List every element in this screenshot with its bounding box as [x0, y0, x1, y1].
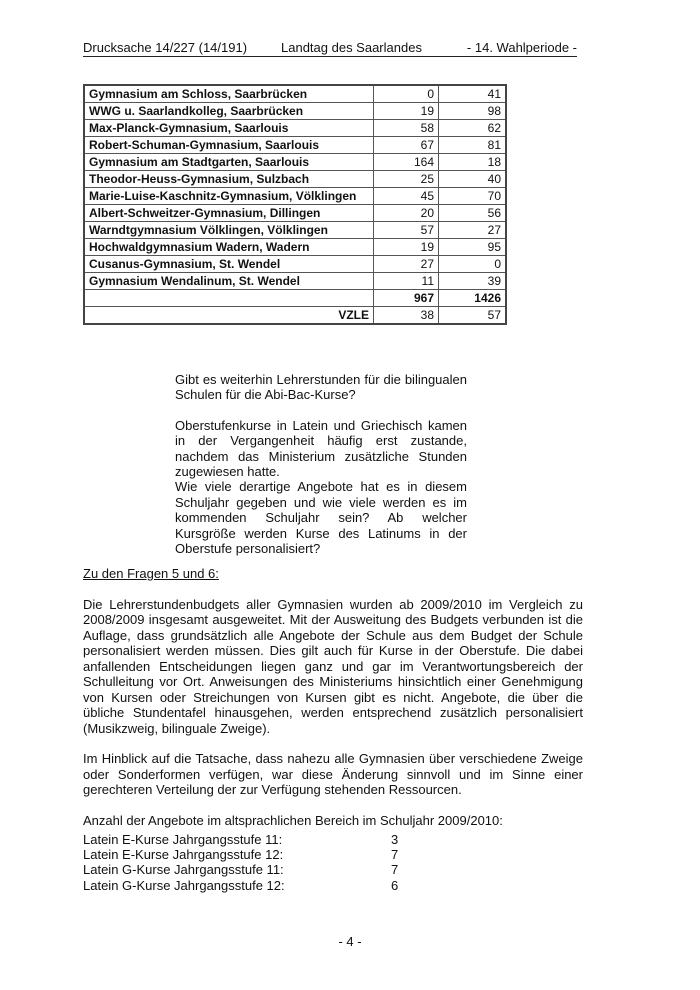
value-b: 98	[439, 103, 507, 120]
page-number: - 4 -	[338, 934, 362, 949]
answer-heading: Zu den Fragen 5 und 6:	[83, 566, 219, 581]
course-label: Latein E-Kurse Jahrgangsstufe 12:	[83, 847, 284, 863]
school-name: WWG u. Saarlandkolleg, Saarbrücken	[84, 103, 374, 120]
value-a: 20	[374, 205, 439, 222]
value-a: 27	[374, 256, 439, 273]
school-name: Robert-Schuman-Gymnasium, Saarlouis	[84, 137, 374, 154]
question-block	[175, 372, 467, 556]
list-item	[83, 862, 413, 877]
table-row	[84, 273, 506, 290]
course-list	[83, 832, 413, 893]
course-count: 7	[391, 862, 399, 878]
table-row	[84, 222, 506, 239]
value-b: 62	[439, 120, 507, 137]
answer-paragraph-3: Anzahl der Angebote im altsprachlichen Bereich im Schuljahr 2009/2010:	[83, 812, 503, 828]
value-a: 19	[374, 239, 439, 256]
list-item	[83, 878, 413, 893]
value-a: 25	[374, 171, 439, 188]
value-a: 164	[374, 154, 439, 171]
table-row	[84, 188, 506, 205]
school-name: Cusanus-Gymnasium, St. Wendel	[84, 256, 374, 273]
course-label: Latein G-Kurse Jahrgangsstufe 11:	[83, 862, 284, 878]
table-row	[84, 256, 506, 273]
table-row	[84, 205, 506, 222]
course-label: Latein E-Kurse Jahrgangsstufe 11:	[83, 832, 283, 847]
sum-a: 967	[374, 290, 439, 307]
value-a: 19	[374, 103, 439, 120]
vzle-row	[84, 307, 506, 325]
page-header	[83, 40, 577, 57]
course-count: 7	[391, 847, 399, 863]
value-b: 0	[439, 256, 507, 273]
value-a: 57	[374, 222, 439, 239]
question-paragraph-2: Oberstufenkurse in Latein und Griechisch kamen in der Vergangenheit häufig erst zustande, nachdem das Ministerium zusätzliche Stunden zugewiesen hatte.	[175, 417, 467, 480]
value-a: 67	[374, 137, 439, 154]
value-b: 81	[439, 137, 507, 154]
course-count: 6	[391, 877, 399, 893]
value-a: 0	[374, 85, 439, 103]
school-name: Theodor-Heuss-Gymnasium, Sulzbach	[84, 171, 374, 188]
answer-block	[83, 566, 583, 828]
school-table	[83, 84, 507, 325]
table-row	[84, 171, 506, 188]
legislative-period: - 14. Wahlperiode -	[466, 40, 577, 55]
vzle-label: VZLE	[84, 307, 374, 325]
list-item	[83, 847, 413, 862]
school-name: Warndtgymnasium Völklingen, Völklingen	[84, 222, 374, 239]
value-a: 11	[374, 273, 439, 290]
answer-paragraph-1: Die Lehrerstundenbudgets aller Gymnasien wurden ab 2009/2010 im Vergleich zu 2008/2009 insgesamt ausgeweitet. Mit der Ausweitung des Budgets verbunden ist die Auflage, dass grundsätzlich alle Angebote der Schule aus dem Budget der Schule personalisiert werden müssen. Dies gilt auch für Kurse in der Oberstufe. Die dabei anfallenden Entscheidungen liegen ganz und gar im Verantwortungsbereich der Schulleitung vor Ort. Anweisungen des Ministeriums hinsichtlich einer Genehmigung von Kursen oder Streichungen von Kursen gibt es nicht. Angebote, die über die übliche Stundentafel hinausgehen, werden entsprechend zusätzlich personalisiert (Musikzweig, bilinguale Zweige).	[83, 596, 583, 736]
school-name: Gymnasium Wendalinum, St. Wendel	[84, 273, 374, 290]
vzle-b: 57	[439, 307, 507, 325]
sum-b: 1426	[439, 290, 507, 307]
value-b: 70	[439, 188, 507, 205]
school-name: Albert-Schweitzer-Gymnasium, Dillingen	[84, 205, 374, 222]
table-row	[84, 103, 506, 120]
value-a: 58	[374, 120, 439, 137]
value-b: 27	[439, 222, 507, 239]
list-item	[83, 832, 413, 847]
table-row	[84, 85, 506, 103]
course-count: 3	[391, 832, 399, 847]
answer-paragraph-2: Im Hinblick auf die Tatsache, dass nahezu alle Gymnasien über verschiedene Zweige oder Sonderformen verfügen, war diese Änderung sinnvoll und im Sinne einer gerechteren Verteilung der zur Verfügung stehenden Ressourcen.	[83, 751, 583, 797]
value-b: 40	[439, 171, 507, 188]
value-a: 45	[374, 188, 439, 205]
table-row	[84, 120, 506, 137]
sum-label-cell	[84, 290, 374, 307]
table-row	[84, 137, 506, 154]
school-name: Marie-Luise-Kaschnitz-Gymnasium, Völklingen	[84, 188, 374, 205]
course-label: Latein G-Kurse Jahrgangsstufe 12:	[83, 877, 285, 893]
value-b: 95	[439, 239, 507, 256]
table-row	[84, 239, 506, 256]
parliament-name: Landtag des Saarlandes	[281, 40, 422, 55]
value-b: 56	[439, 205, 507, 222]
value-b: 18	[439, 154, 507, 171]
school-name: Max-Planck-Gymnasium, Saarlouis	[84, 120, 374, 137]
school-name: Hochwaldgymnasium Wadern, Wadern	[84, 239, 374, 256]
question-paragraph-3: Wie viele derartige Angebote hat es in diesem Schuljahr gegeben und wie viele werden es im kommenden Schuljahr sein? Ab welcher Kursgröße werden Kurse des Latinums in der Oberstufe personalisiert?	[175, 479, 467, 557]
sum-row	[84, 290, 506, 307]
document-number: Drucksache 14/227 (14/191)	[83, 40, 248, 55]
school-name: Gymnasium am Stadtgarten, Saarlouis	[84, 154, 374, 171]
table-row	[84, 154, 506, 171]
school-name: Gymnasium am Schloss, Saarbrücken	[84, 85, 374, 103]
value-b: 41	[439, 85, 507, 103]
vzle-a: 38	[374, 307, 439, 325]
question-paragraph-1: Gibt es weiterhin Lehrerstunden für die bilingualen Schulen für die Abi-Bac-Kurse?	[175, 372, 467, 403]
value-b: 39	[439, 273, 507, 290]
